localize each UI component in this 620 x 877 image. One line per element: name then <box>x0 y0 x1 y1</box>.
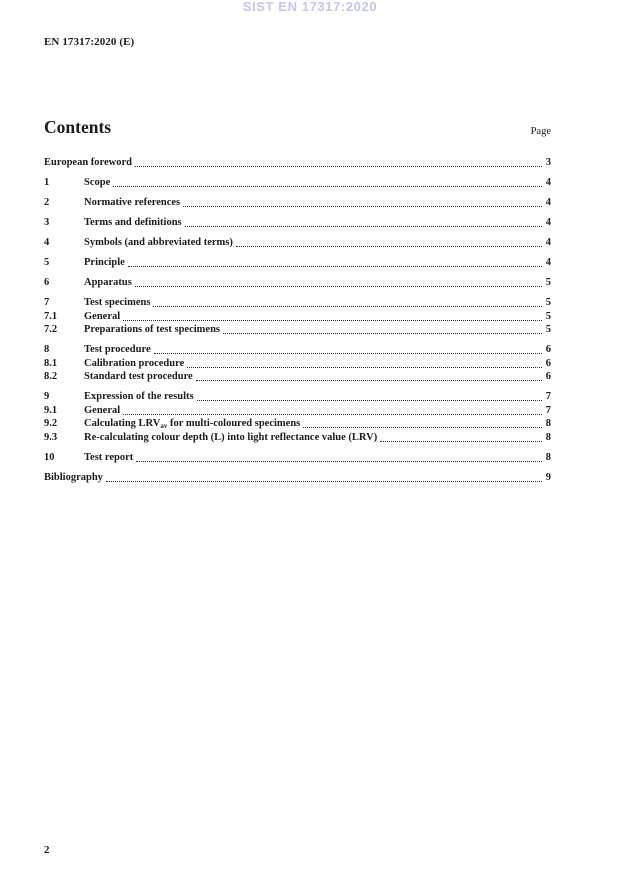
toc-entry-number: 9.2 <box>44 418 58 429</box>
toc-entry-page: 6 <box>545 371 551 382</box>
toc-entry <box>44 256 551 270</box>
toc-entry-label: General <box>84 310 121 322</box>
toc-entry <box>44 176 551 190</box>
dot-leader <box>223 333 542 334</box>
toc-entry-label: Standard test procedure <box>84 371 193 382</box>
toc-entry-page: 9 <box>545 471 551 483</box>
toc-entry <box>44 296 551 310</box>
toc-entry-label: Bibliography <box>44 471 103 483</box>
dot-leader <box>236 246 542 247</box>
toc-entry-number: 9.1 <box>44 404 58 416</box>
page-column-label: Page <box>530 126 551 137</box>
toc-entry-label: Principle <box>84 257 125 268</box>
toc-list <box>44 156 551 484</box>
dot-leader <box>187 367 542 368</box>
toc-entry <box>44 343 551 357</box>
toc-entry-number: 7 <box>44 297 50 308</box>
toc-entry-page: 5 <box>545 324 551 335</box>
contents-heading: Contents <box>44 117 112 137</box>
toc-entry-number: 9.3 <box>44 431 58 443</box>
toc-entry-label: Calculating $LRV_{av}$ for multi-coloured specimens <box>84 418 301 430</box>
toc-entry <box>44 323 551 337</box>
toc-entry-page: 6 <box>545 344 551 355</box>
toc-entry-page: 5 <box>545 277 551 288</box>
toc-entry-label: Apparatus <box>84 277 132 288</box>
document-reference: EN 17317:2020 (E) <box>44 36 135 48</box>
toc-entry <box>44 370 551 384</box>
toc-entry-label: Test report <box>84 451 134 463</box>
dot-leader <box>123 414 542 415</box>
toc-entry-number: 8 <box>44 344 50 355</box>
dot-leader <box>135 166 542 167</box>
toc-entry-label: Expression of the results <box>84 391 194 402</box>
toc-entry <box>44 404 551 418</box>
dot-leader <box>197 400 542 401</box>
toc-entry-label: General <box>84 404 121 416</box>
dot-leader <box>128 266 542 267</box>
toc-entry-page: 3 <box>545 157 551 168</box>
toc-entry-page: 5 <box>545 310 551 322</box>
toc-entry-number: 2 <box>44 197 50 208</box>
toc-entry-label: European foreword <box>44 157 132 168</box>
toc-entry <box>44 310 551 324</box>
toc-entry-page: 8 <box>545 418 551 429</box>
toc-entry-page: 4 <box>545 237 551 248</box>
toc-entry <box>44 236 551 250</box>
dot-leader <box>380 441 542 442</box>
toc-entry-number: 8.2 <box>44 371 58 382</box>
toc-entry-label: Test specimens <box>84 297 151 308</box>
dot-leader <box>123 320 542 321</box>
toc-entry <box>44 390 551 404</box>
toc-entry-page: 7 <box>545 404 551 416</box>
toc-entry <box>44 471 551 485</box>
dot-leader <box>153 306 541 307</box>
toc-entry-page: 4 <box>545 217 551 228</box>
toc-entry-number: 10 <box>44 451 55 463</box>
dot-leader <box>135 286 542 287</box>
toc-entry-label: Symbols (and abbreviated terms) <box>84 237 233 248</box>
toc-entry <box>44 196 551 210</box>
toc-entry <box>44 431 551 445</box>
dot-leader <box>196 380 542 381</box>
dot-leader <box>136 461 541 462</box>
toc-entry-page: 4 <box>545 197 551 208</box>
toc-entry-number: 7.2 <box>44 324 58 335</box>
toc-entry-label: Preparations of test specimens <box>84 324 220 335</box>
toc-entry-page: 4 <box>545 257 551 268</box>
toc-entry-label: Terms and definitions <box>84 217 182 228</box>
toc-entry-page: 5 <box>545 297 551 308</box>
dot-leader <box>185 226 542 227</box>
toc-entry-label: Re-calculating colour depth (L) into light reflectance value (LRV) <box>84 431 378 443</box>
toc-entry <box>44 216 551 230</box>
toc-entry <box>44 417 551 431</box>
toc-entry-label: Calibration procedure <box>84 357 185 369</box>
toc-entry-label: Normative references <box>84 197 181 208</box>
dot-leader <box>183 206 542 207</box>
toc-entry <box>44 156 551 170</box>
toc-entry <box>44 451 551 465</box>
toc-entry-number: 7.1 <box>44 310 58 322</box>
footer-page-number: 2 <box>44 844 50 856</box>
toc-entry-number: 3 <box>44 217 50 228</box>
toc-entry-page: 4 <box>545 177 551 188</box>
toc-entry <box>44 276 551 290</box>
toc-entry-number: 1 <box>44 177 50 188</box>
toc-entry-number: 5 <box>44 257 50 268</box>
toc-entry-page: 8 <box>545 431 551 443</box>
dot-leader <box>113 186 542 187</box>
toc-entry-page: 6 <box>545 357 551 369</box>
toc-entry <box>44 357 551 371</box>
toc-entry-page: 8 <box>545 451 551 463</box>
dot-leader <box>303 427 542 428</box>
toc-entry-number: 4 <box>44 237 50 248</box>
toc-entry-label: Test procedure <box>84 344 151 355</box>
toc-entry-number: 8.1 <box>44 357 58 369</box>
toc-entry-number: 6 <box>44 277 50 288</box>
toc-entry-number: 9 <box>44 391 50 402</box>
dot-leader <box>154 353 542 354</box>
toc-entry-page: 7 <box>545 391 551 402</box>
toc-entry-label: Scope <box>84 177 111 188</box>
watermark-text: SIST EN 17317:2020 <box>242 0 378 14</box>
dot-leader <box>106 481 542 482</box>
